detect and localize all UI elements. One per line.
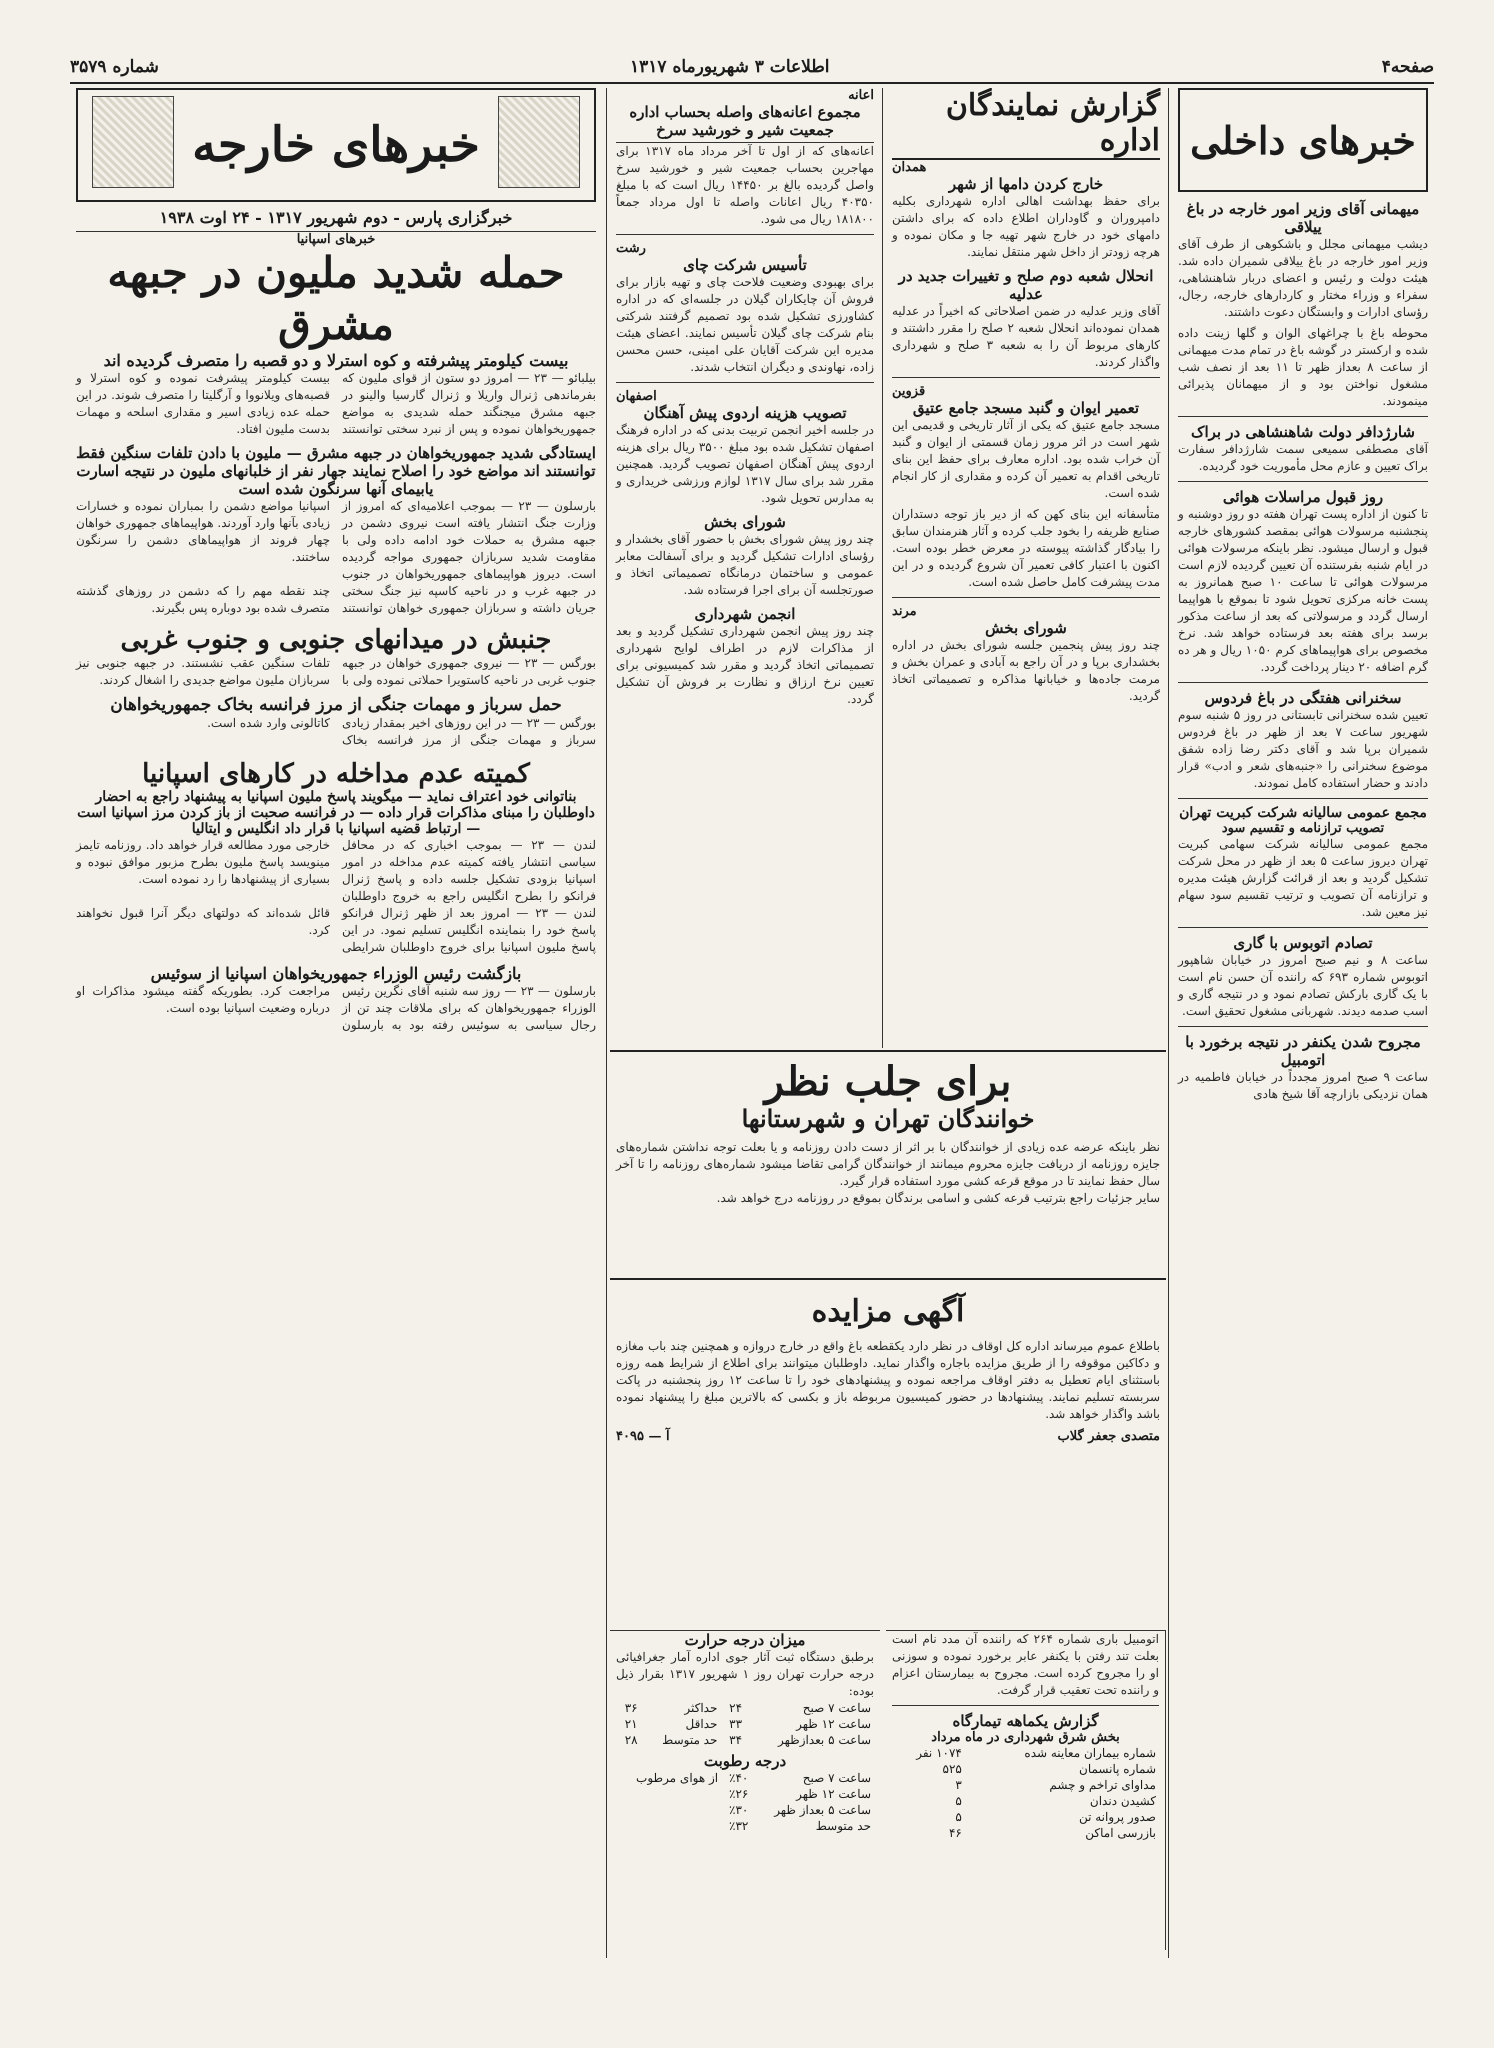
report-subheadline: بخش شرق شهرداری در ماه مرداد [931,1730,1120,1745]
table-cell: ۳۴ [729,1733,743,1747]
column-rule [1168,88,1169,1958]
table-cell: ۱۰۷۴ نفر [916,1746,962,1760]
table-row [892,1745,1159,1761]
table-cell [616,1818,721,1834]
table-row [892,1809,1159,1825]
table-cell: حداقل [685,1717,718,1731]
table-cell: صدور پروانه تن [1078,1810,1156,1824]
headline: ایستادگی شدید جمهوریخواهان در جبهه مشرق — ملیون با دادن تلفات سنگین فقط توانستند اند مواضع خود را اصلاح نمایند جهار نفر از خلبانهای ملیون در نتیجه اسارت یابیمای آنها سرنگون شده است [76,444,596,498]
headline: انجمن شهرداری [694,605,796,623]
headline: تصویب هزینه اردوی پیش آهنگان [643,404,847,422]
table-row [892,1777,1159,1793]
auction-signature: متصدی جعفر گلاب [1057,1429,1160,1444]
banner-body: سایر جزئیات راجع بترتیب قرعه کشی و اسامی برندگان بموقع در روزنامه درج خواهد شد. [716,1191,1160,1205]
table-cell: ۵۲۵ [942,1762,962,1776]
headline: حمل سرباز و مهمات جنگی از مرز فرانسه بخاک جمهوریخواهان [110,695,562,715]
table-cell: ساعت ۱۲ ظهر [796,1717,871,1731]
banner-subheadline: خوانندگان تهران و شهرستانها [741,1104,1035,1133]
article-body: چند روز پیش پنجمین جلسه شورای بخش در اداره بخشداری برپا و در آن راجع به آبادی و عمران بخش و مرمت جاده‌ها و خیابانها مذاکره و تصمیماتی اتخاذ گردید. [892,638,1160,703]
table-cell: ساعت ۵ بعدازظهر [778,1733,871,1747]
table-cell: ۲۱ [624,1717,638,1731]
table-cell: ۳۳ [729,1717,743,1731]
table-cell: ساعت ۷ صبح [802,1771,871,1785]
page-number: صفحه۴ [1381,57,1434,77]
auction-number: آ — ۴۰۹۵ [616,1429,670,1444]
article-body: بارسلون — ۲۳ — روز سه شنبه آقای نگرین رئیس الوزراء جمهوریخواهان که برای ملاقات چند تن از رجال سیاسی به سوئیس رفته بود به بارسلون مراجعت کرد. بطوریکه گفته میشود مذاکرات او درباره وضعیت اسپانیا بوده است. [76,984,596,1032]
domestic-news-column [1172,88,1434,1958]
table-row [616,1716,874,1732]
table-cell: ۵ [955,1794,962,1808]
table-cell: حد متوسط [815,1819,871,1833]
table-cell: مداوای تراخم و چشم [1049,1778,1156,1792]
article-body: تعیین شده سخنرانی تابستانی در روز ۵ شنبه سوم شهریور ساعت ۷ بعد از ظهر در باغ فردوس شمیران برپا شد و آقای دکتر رضا زاده شفق موضوع سخنرانی را «جنبه‌های شعر و ادب» قرار دادند و حضار استفاده کامل نمودند. [1178,708,1428,790]
article-body: اعانه‌های که از اول تا آخر مرداد ماه ۱۳۱۷ برای مهاجرین بحساب جمعیت شیر و خورشید سرخ واصل گردیده بالغ بر ۱۴۴۵۰ ریال است که با مبلغ ۴۰۳۵۰ ریال اعانات واصله تا اول مرداد جمعاً ۱۸۱۸۰۰ ریال می شود. [616,144,874,226]
headline: انحلال شعبه دوم صلح و تغییرات جدید در عدلیه [898,267,1154,303]
headline: جنبش در میدانهای جنوبی و جنوب غربی [120,625,552,655]
table-cell: ٪۴۰ [729,1771,749,1785]
article-body: مجمع عمومی سالیانه شرکت سهامی کبریت تهران دیروز ساعت ۵ بعد از ظهر در محل شرکت تشکیل گردید و بعد از قرائت گزارش هیئت مدیره و ترازنامه آن تصویب و ترتیب تقسیم سود سهام نیز معین شد. [1178,837,1428,919]
lead-headline: حمله شدید ملیون در جبهه مشرق [107,248,565,349]
headline: مجموع اعانه‌های واصله بحساب اداره جمعیت شیر و خورشید سرخ [616,103,874,143]
table-row [616,1770,874,1786]
table-cell: حد متوسط [662,1733,718,1747]
headline: شورای بخش [985,619,1067,637]
column-rule [882,88,883,1048]
article-body: در جبهه غرب و در ناحیه کاسپه نیز جنگ سختی جریان داشته و سربازان جمهوری خواهان توانستند چند نقطه مهم را که دشمن در روزهای گذشته متصرف شده بود دوباره پس بگیرند. [76,584,596,615]
article-body: مسجد جامع عتیق که یکی از آثار تاریخی و قدیمی این شهر است در اثر مرور زمان قسمتی از ایوان و گنبد آن خراب شده بود. اداره معارف برای حفظ این بنای تاریخی اقدام به تعمیر آن کرده و مقداری از کار انجام شده است. [892,418,1160,500]
headline: تأسیس شرکت چای [683,256,807,274]
headline: بازگشت رئیس الوزراء جمهوریخواهان اسپانیا از سوئیس [150,964,522,983]
table-cell [616,1786,721,1802]
table-row [616,1786,874,1802]
report-headline: گزارش یکماهه تیمارگاه [952,1712,1099,1730]
table-cell: بازرسی اماکن [1085,1826,1156,1840]
headline: مجروح شدن یکنفر در نتیجه برخورد با اتومبیل [1185,1033,1421,1069]
notice-body: اتومبیل باری شماره ۲۶۴ که راننده آن مدد نام است بعلت تند رفتن با یکنفر عابر برخورد نموده و سوزنی او را مجروح کرده است. مجروح به بیمارستان اعزام و راننده تحت تعقیب قرار گرفت. [892,1632,1159,1697]
headline: روز قبول مراسلات هوائی [1222,488,1384,506]
table-row [616,1732,874,1748]
foreign-news-column [70,88,602,1958]
city-label: مرند [892,604,917,619]
article-body: محوطه باغ با چراغهای الوان و گلها زینت داده شده و ارکستر در گوشه باغ در تمام مدت میهمانی از ساعت ۸ بعداز ظهر تا ۱۱ بعد از نصف شب مشغول نواختن بود و از میهمانان پذیرائی مینمودند. [1178,326,1428,408]
article-body: لندن — ۲۳ — بموجب اخباری که در محافل سیاسی انتشار یافته کمیته عدم مداخله در امور اسپانیا بزودی تشکیل جلسه داده و پاسخ ژنرال فرانکو را بطرح انگلیس راجع به خروج داوطلبان خارجی مورد مطالعه قرار خواهد داد. روزنامه تایمز مینویسد پاسخ ملیون بطرح مزبور موافق نبوده و بسیاری از پیشنهادها را رد نموده است. [76,838,596,903]
table-cell: ٪۲۶ [729,1787,749,1801]
section-title-foreign: خبرهای خارجه [192,117,480,173]
article-body: برای بهبودی وضعیت فلاحت چای و تهیه بازار برای فروش آن چایکاران گیلان در جلسه‌ای که در اداره کشاورزی تشکیل شده بود تصمیم گرفتند شرکتی بنام شرکت چای گیلان تأسیس نمایند. اعضای هیئت مدیره این شرکت آقایان علی امینی، حسن محسن زاده، نهاوندی و دیگران انتخاب شدند. [616,275,874,374]
table-row [616,1700,874,1716]
article-body: بورگس — ۲۳ — نیروی جمهوری خواهان در جبهه جنوب غربی در ناحیه کاستویرا حملاتی نموده ولی با تلفات سنگین عقب نشستند. در جبهه جنوبی نیز سربازان ملیون مواضع جدیدی را اشغال کردند. [76,656,596,687]
dateline: خبرگزاری پارس - دوم شهریور ۱۳۱۷ - ۲۴ اوت ۱۹۳۸ [76,208,596,232]
article-body: متأسفانه این بنای کهن که از دیر باز توجه دستداران صنایع ظریفه را بخود جلب کرده و آثار هنرمندان سابق را بیادگار گذاشته پیوسته در معرض خطر بوده است. اکنون با اعتبار کافی تعمیر آن شروع گردیده و در این مدت پیشرفت کامل حاصل شده است. [892,507,1160,589]
table-row [616,1818,874,1834]
article-body: در جلسه اخیر انجمن تربیت بدنی که در اداره فرهنگ اصفهان تشکیل شده بود مبلغ ۳۵۰۰ ریال برای هزینه اردوی پیش آهنگان اصفهان تصویب گردید. همچنین مقرر شد برای سال ۱۳۱۷ لوازم ورزشی خریداری و به مدارس تحویل شود. [616,423,874,505]
temperature-table [616,1700,874,1748]
lead-subheadline: بیست کیلومتر پیشرفته و کوه استرلا و دو قصبه را متصرف گردیده اند [103,351,569,370]
headline: تعمیر ایوان و گنبد مسجد جامع عتیق [912,399,1140,417]
announcement-banner [610,1050,1166,1280]
table-cell: ۵ [955,1810,962,1824]
section-title-reports: گزارش نمایندگان اداره [945,88,1160,158]
article-body: ساعت ۹ صبح امروز مجدداً در خیابان فاطمیه در همان نزدیکی بازارچه آقا شیخ هادی [1178,1070,1428,1101]
auction-notice [610,1290,1166,1620]
auction-headline: آگهی مزایده [811,1294,965,1329]
table-cell: ۳ [955,1778,962,1792]
table-row [892,1761,1159,1777]
table-cell: ٪۳۲ [729,1819,749,1833]
headline: مجمع عمومی سالیانه شرکت کبریت تهران [1179,805,1427,821]
article-body: چند روز پیش انجمن شهرداری تشکیل گردید و بعد از مذاکرات لازم در اطراف لوایح شهرداری تصمیماتی اتخاذ گردید و مقرر شد کمیسیونی برای تعیین نرخ ارزاق و نظارت بر فروش آن تشکیل گردد. [616,624,874,706]
table-cell: ساعت ۵ بعداز ظهر [774,1803,871,1817]
banner-headline: برای جلب نظر [764,1058,1012,1105]
table-row [892,1793,1159,1809]
article-body: لندن — ۲۳ — امروز بعد از ظهر ژنرال فرانکو پاسخ خود را بنماینده انگلیس تسلیم نمود. در این پاسخ ملیون اسپانیا برای خروج داوطلبان شرایطی قائل شده‌اند که دولتهای دیگر آنرا قبول نخواهند کرد. [76,906,596,954]
headline: میهمانی آقای وزیر امور خارجه در باغ ییلاقی [1186,200,1420,236]
masthead-title: اطلاعات ۳ شهریورماه ۱۳۱۷ [630,57,830,77]
globe-ornament-icon [92,96,174,188]
section-title-domestic: خبرهای داخلی [1190,117,1416,163]
article-body: بیلبائو — ۲۳ — امروز دو ستون از قوای ملیون که بفرماندهی ژنرال واریلا و ژنرال گارسیا والینو در جبهه مشرق میجنگند حمله شدیدی به مواضع جمهوریخواهان نموده و پس از نبرد سختی توانستند بیست کیلومتر پیشرفت نموده و کوه استرلا و قصبه‌های ویلانووا و آرگلیتا را متصرف شوند. در این حمله عده زیادی اسیر و مقداری اسلحه و مهمات بدست ملیون افتاد. [76,371,596,436]
globe-ornament-icon [498,96,580,188]
table-cell: ۲۴ [729,1701,743,1715]
table-cell: کشیدن دندان [1089,1794,1156,1808]
article-body: تا کنون از اداره پست تهران هفته دو روز دوشنبه و پنجشنبه مرسولات هوائی بمقصد کشورهای خارجه قبول و ارسال میشود. نظر باینکه مرسولات هوائی در ایام شنبه بفرستنده آن تعیین گردیده لازم است مرسولات هوائی تا ساعت ۱۰ صبح همانروز به پست خانه مرکزی تحویل شود تا بموقع با هواپیما ارسال گردد و مرسولاتی که بعد از ساعت مذکور برسد برای هفته بعد فرستاده خواهد شد. نرخ مخصوص برای هواپیماهای کرم ۱۰۵۰ ریال و هر ده گرم اضافه ۲۰ دینار پرداخت گردد. [1178,507,1429,674]
auction-body: باطلاع عموم میرساند اداره کل اوقاف در نظر دارد یکقطعه باغ واقع در خارج دروازه و همچنین چند باب مغازه و دکاکین موقوفه را از طریق مزایده باجاره واگذار نماید. داوطلبان میتوانند برای اطلاع از شرایط همه روزه باستثنای ایام تعطیل به دفتر اوقاف مراجعه نموده و پیشنهادهای خود را تا ساعت ۱۲ روز پنجشنبه در پاکت سربسته تسلیم نمایند. پیشنهادها در حضور کمیسیون مربوطه باز و بکسی که بالاترین مبلغ را پیشنهاد نموده باشد واگذار خواهد شد. [616,1339,1160,1421]
temperature-intro: برطبق دستگاه ثبت آثار جوی اداره آمار جغرافیائی درجه حرارت تهران روز ۱ شهریور ۱۳۱۷ بقرار ذیل بوده: [616,1650,875,1698]
subheadline: تصویب ترازنامه و تقسیم سود [1221,821,1385,836]
headline: تصادم اتوبوس با گاری [1233,934,1373,952]
city-label: رشت [616,241,646,256]
report-column [886,1630,1166,1950]
article-body: دیشب میهمانی مجلل و باشکوهی از طرف آقای وزیر امور خارجه در باغ ییلاقی شمیران داده شد. هیئت دولت و رئیس و اعضای دربار شاهنشاهی، سفراء و وزراء مختار و کاردارهای خارجه، رجال، رؤسای ادارات و وابستگان دعوت داشتند. [1178,237,1428,319]
humidity-table [616,1770,874,1834]
headline: شورای بخش [704,513,786,531]
humidity-headline: درجه رطوبت [703,1752,787,1770]
section-header-domestic [1178,88,1428,192]
table-cell: ٪۳۰ [729,1803,749,1817]
temperature-headline: میزان درجه حرارت [684,1631,806,1649]
report-table [892,1745,1159,1841]
table-cell: ساعت ۷ صبح [802,1701,871,1715]
headline: کمیته عدم مداخله در کارهای اسپانیا [142,759,530,789]
correspondents-column [886,88,1166,1048]
column-rule [606,88,607,1958]
table-cell: ساعت ۱۲ ظهر [796,1787,871,1801]
masthead-bar [70,52,1434,84]
section-header-foreign [76,88,596,202]
section-label: اعانه [848,88,874,103]
table-cell: ۳۶ [624,1701,638,1715]
table-cell: از هوای مرطوب [636,1771,719,1785]
table-cell: ۲۸ [624,1733,638,1747]
headline: خارج کردن دامها از شهر [948,175,1104,193]
headline: شارژدافر دولت شاهنشاهی در براک [1191,423,1415,441]
article-body: برای حفظ بهداشت اهالی اداره شهرداری بکلیه دامپروران و گاوداران اطلاع داده که برای داشتن دامهای خود در خارج شهر تهیه جا و مکان نموده و هرچه زودتر از داخل شهر منتقل نمایند. [892,194,1160,259]
charity-column [610,88,880,1048]
section-header-reports [892,88,1160,160]
table-row [892,1825,1159,1841]
article-body: بارسلون — ۲۳ — بموجب اعلامیه‌ای که امروز از وزارت جنگ انتشار یافته است نیروی دشمن در جبهه مشرق به حملات خود ادامه داده ولی با مقاومت شدید سربازان جمهوری مواجه گردیده است. دیروز هواپیماهای جمهوریخواهان در جنوب اسپانیا مواضع دشمن را بمباران نموده و خسارات زیادی بآنها وارد آوردند. هواپیماهای جمهوری خواهان چهار فروند از هواپیماهای دشمن را سرنگون ساختند. [76,499,596,581]
article-body: آقای مصطفی سمیعی سمت شارژدافر سفارت براک تعیین و عازم محل مأموریت خود گردیده. [1178,442,1428,473]
headline: سخنرانی هفتگی در باغ فردوس [1204,689,1402,707]
temperature-box [610,1630,880,1950]
city-label: همدان [892,160,927,175]
table-cell: ۴۶ [948,1826,962,1840]
article-body: چند روز پیش شورای بخش با حضور آقای بخشدار و رؤسای ادارات تشکیل گردید و برای آسفالت معابر عمومی و ساختمان درمانگاه تصمیماتی اتخاذ و صورتجلسه آن برای اجرا فرستاده شد. [616,532,874,597]
article-body: بورگس — ۲۳ — در این روزهای اخیر بمقدار زیادی سرباز و مهمات جنگی از مرز فرانسه بخاک کاتالونی وارد شده است. [207,716,596,747]
article-body: ساعت ۸ و نیم صبح امروز در خیابان شاهپور اتوبوس شماره ۶۹۳ که راننده آن حسن نام است با یک گاری بارکش تصادم نمود و در نتیجه گاری و اسب صدمه دیدند. شهربانی مشغول تحقیق است. [1178,953,1429,1018]
article-body: آقای وزیر عدلیه در ضمن اصلاحاتی که اخیراً در عدلیه همدان نموده‌اند انحلال شعبه ۲ صلح را مقرر داشتند و کارهای مربوط آن را به شعبه ۳ صلح و شهرداری واگذار کردند. [892,304,1161,369]
issue-number: شماره ۳۵۷۹ [70,57,159,77]
table-row [616,1802,874,1818]
banner-body: نظر باینکه عرضه عده زیادی از خوانندگان با بر اثر از دست دادن روزنامه و یا بعلت توجه نداشتن شماره‌های جایزه روزنامه از دریافت جایزه محروم میمانند از خوانندگان گرامی تقاضا میشود شماره‌های روزنامه را تا آخر سال حفظ نمایند تا در موقع قرعه کشی مورد استفاده قرار گیرد. [616,1140,1160,1188]
table-cell: شماره بیماران معاینه شده [1024,1746,1156,1760]
city-label: اصفهان [616,389,657,404]
subhead: خبرهای اسپانیا [296,232,376,247]
subheadline: بناتوانی خود اعتراف نماید — میگویند پاسخ ملیون اسپانیا به پیشنهاد راجع به احضار داوطلبان را مبنای مذاکرات قرار داده — در فرانسه صحبت از باز کردن مرز اسپانیا است — ارتباط قضیه اسپانیا با قرار داد انگلیس و ایتالیا [77,789,595,837]
table-cell [616,1802,721,1818]
table-cell: حداکثر [684,1701,718,1715]
table-cell: شماره پانسمان [1079,1762,1156,1776]
city-label: قزوین [892,384,926,399]
